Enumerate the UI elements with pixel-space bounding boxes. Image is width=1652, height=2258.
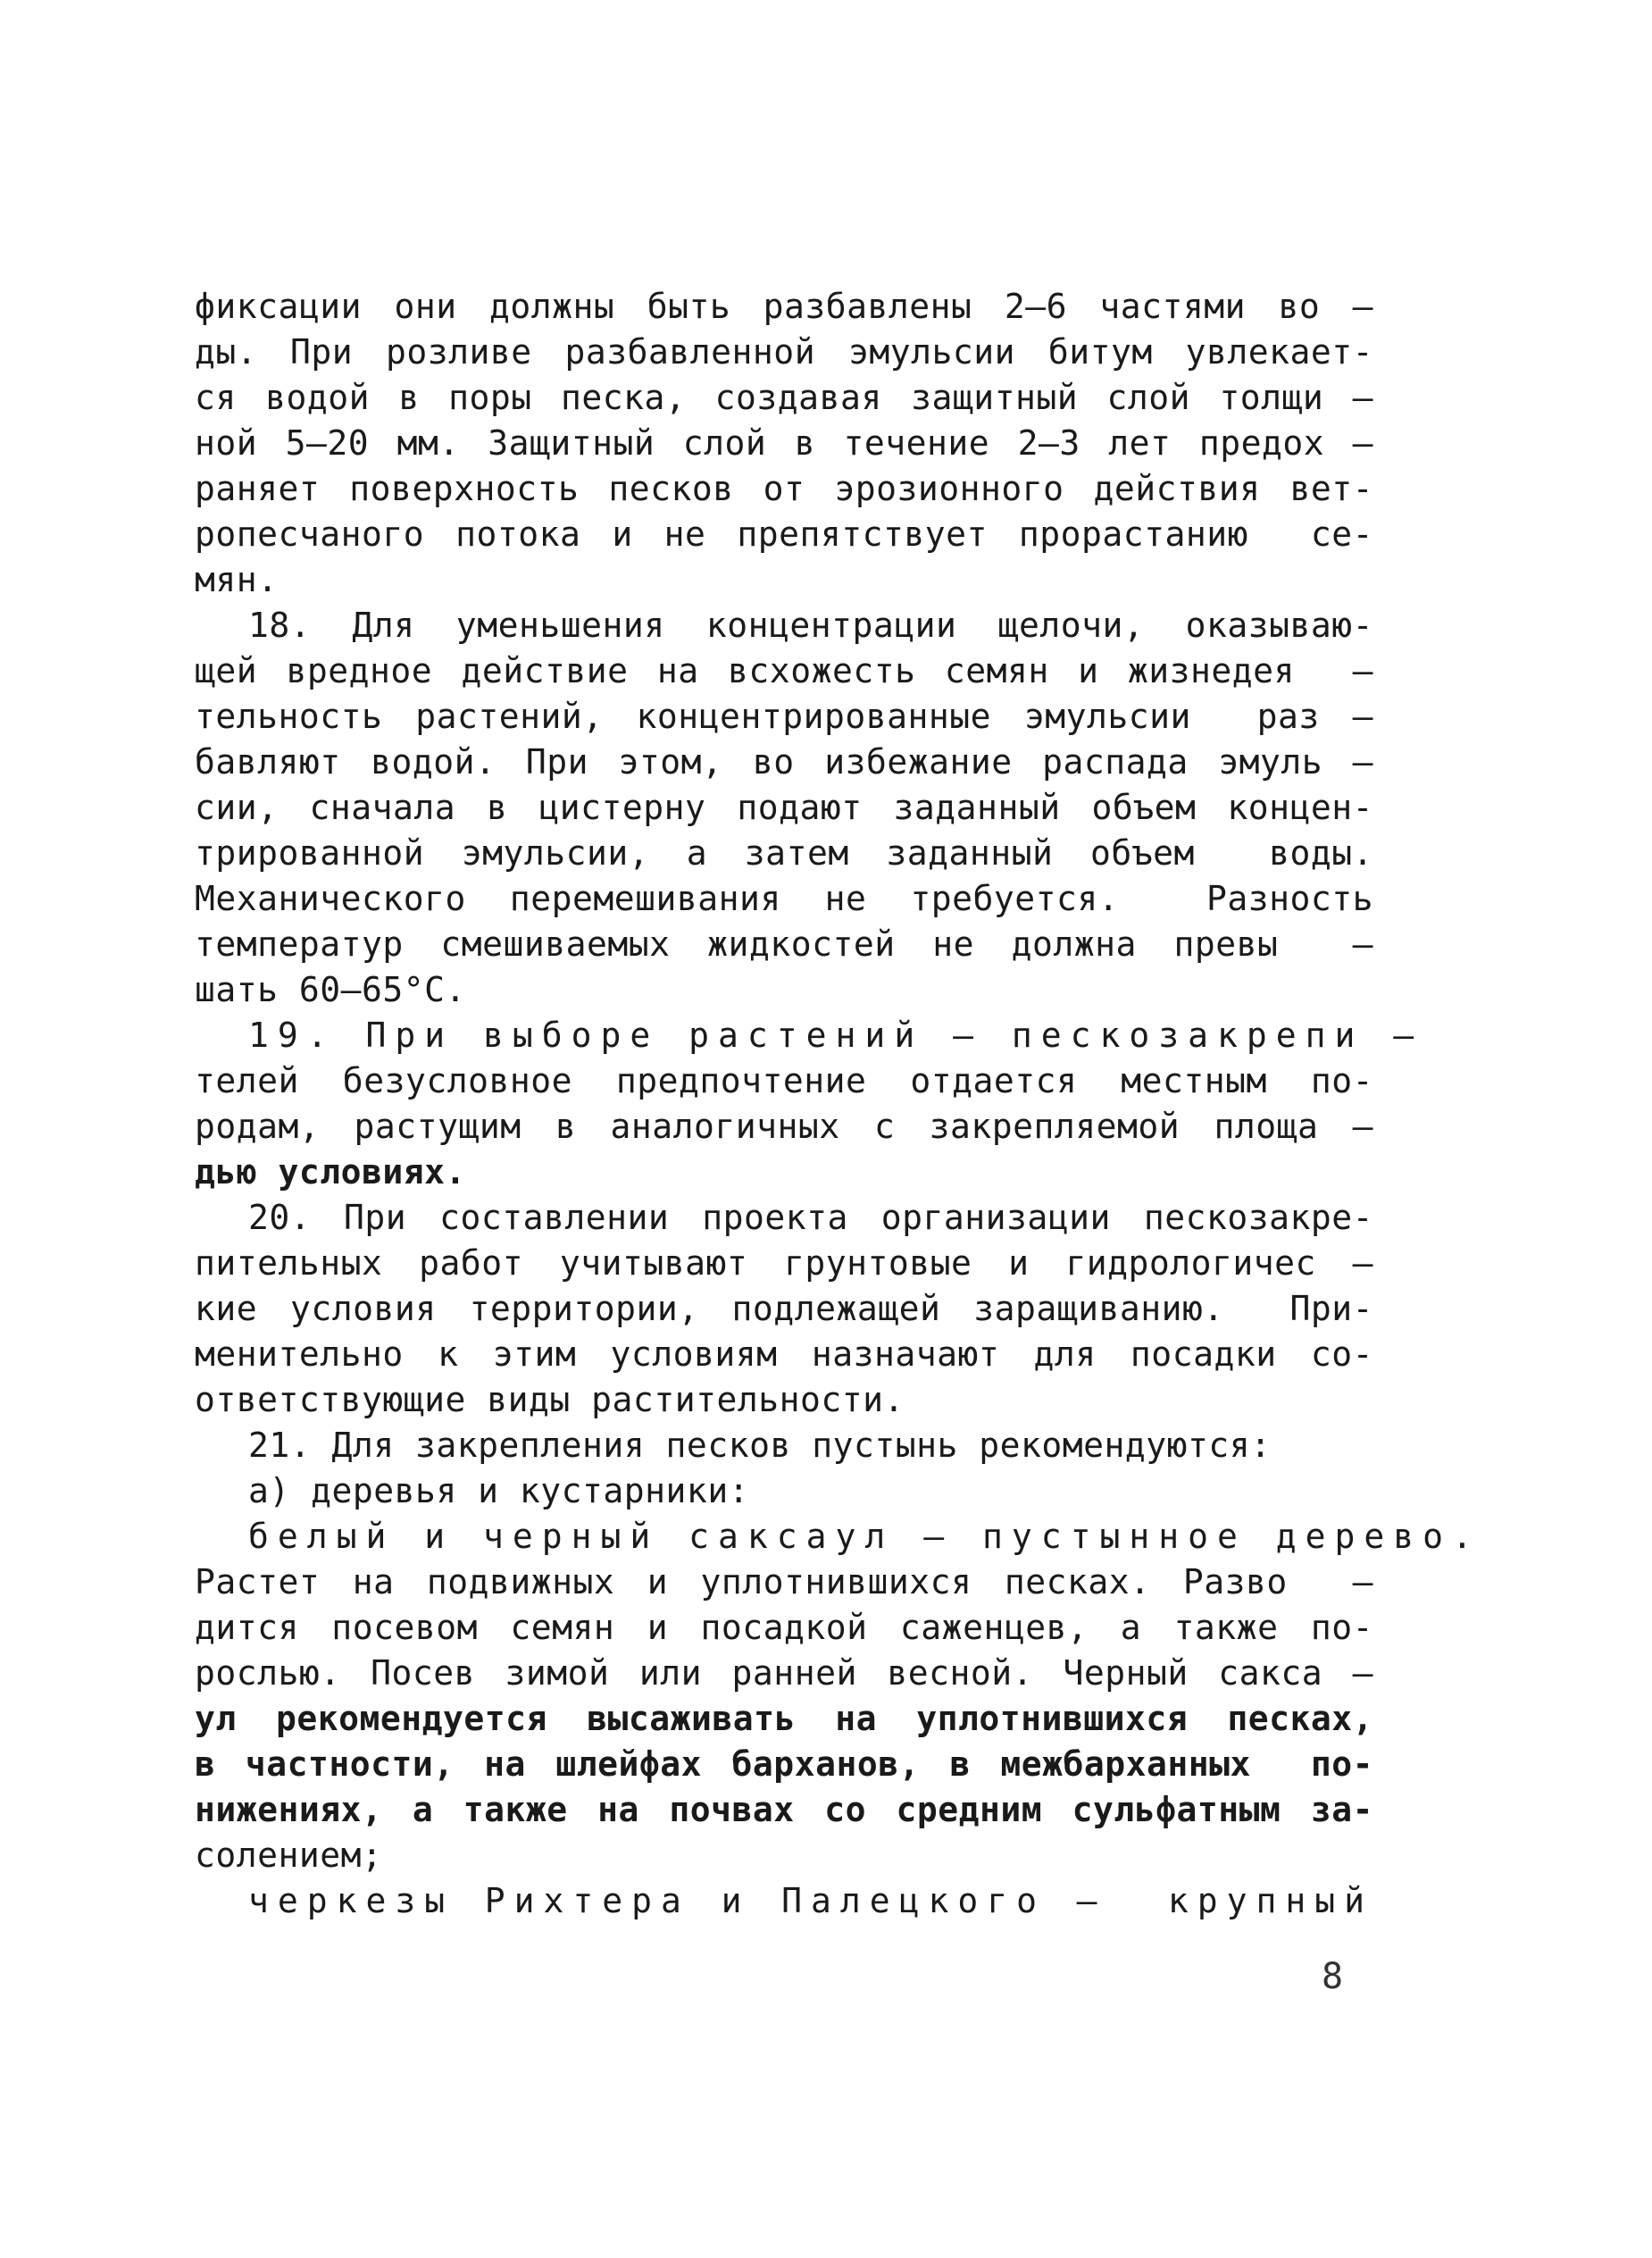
text-line: телей безусловное предпочтение отдается местным по- xyxy=(195,1061,1373,1100)
text-line: сии, сначала в цистерну подают заданный объем концен- xyxy=(195,788,1373,827)
paragraph-20-line: 20. При составлении проекта организации пескозакре- xyxy=(248,1198,1373,1237)
text-line: Механического перемешивания не требуется. Разность xyxy=(195,879,1373,918)
text-line: мян. xyxy=(195,560,279,599)
text-line: родам, растущим в аналогичных с закрепляемой площа – xyxy=(195,1107,1373,1146)
text-line: дью условиях. xyxy=(195,1152,466,1192)
text-line: Растет на подвижных и уплотнившихся песках. Разво – xyxy=(195,1562,1373,1602)
text-line: ной 5–20 мм. Защитный слой в течение 2–3 лет предох – xyxy=(195,423,1373,463)
text-line: щей вредное действие на всхожесть семян и жизнедея – xyxy=(195,651,1373,690)
text-line: раняет поверхность песков от эрозионного действия вет- xyxy=(195,469,1373,508)
text-line: ул рекомендуется высаживать на уплотнившихся песках, xyxy=(195,1699,1373,1738)
text-line: менительно к этим условиям назначают для посадки со- xyxy=(195,1334,1373,1374)
text-line: температур смешиваемых жидкостей не должна превы – xyxy=(195,924,1373,964)
paragraph-19-line: 19. При выборе растений – пескозакрепи – xyxy=(248,1016,1423,1055)
text-line: фиксации они должны быть разбавлены 2–6 частями во – xyxy=(195,287,1373,326)
text-line: ропесчаного потока и не препятствует прорастанию се- xyxy=(195,514,1373,554)
species-heading-cherkez: черкезы Рихтера и Палецкого – крупный xyxy=(248,1881,1373,1920)
body-text xyxy=(195,284,1481,1924)
text-line: шать 60–65°С. xyxy=(195,970,466,1009)
text-line: ды. При розливе разбавленной эмульсии битум увлекает- xyxy=(195,332,1373,372)
text-line: в частности, на шлейфах барханов, в межбарханных по- xyxy=(195,1744,1373,1784)
text-line: дится посевом семян и посадкой саженцев, а также по- xyxy=(195,1608,1373,1647)
text-line: солением; xyxy=(195,1836,383,1875)
list-item-a: а) деревья и кустарники: xyxy=(248,1471,750,1510)
text-line: пительных работ учитывают грунтовые и гидрологичес – xyxy=(195,1243,1373,1283)
text-line: ответствующие виды растительности. xyxy=(195,1380,905,1419)
text-line: тельность растений, концентрированные эмульсии раз – xyxy=(195,697,1373,736)
paragraph-18-line: 18. Для уменьшения концентрации щелочи, оказываю- xyxy=(248,606,1373,645)
text-line: рослью. Посев зимой или ранней весной. Черный сакса – xyxy=(195,1653,1373,1693)
text-line: ся водой в поры песка, создавая защитный слой толщи – xyxy=(195,378,1373,417)
page-number: 8 xyxy=(1322,1956,1344,1997)
text-line: бавляют водой. При этом, во избежание распада эмуль – xyxy=(195,742,1373,782)
paragraph-21-line: 21. Для закрепления песков пустынь рекомендуются: xyxy=(248,1426,1272,1465)
text-line: трированной эмульсии, а затем заданный объем воды. xyxy=(195,833,1373,873)
text-line: кие условия территории, подлежащей заращиванию. При- xyxy=(195,1289,1373,1328)
species-heading-saxaul: белый и черный саксаул – пустынное дерево. xyxy=(248,1517,1481,1556)
text-line: нижениях, а также на почвах со средним сульфатным за- xyxy=(195,1790,1373,1829)
